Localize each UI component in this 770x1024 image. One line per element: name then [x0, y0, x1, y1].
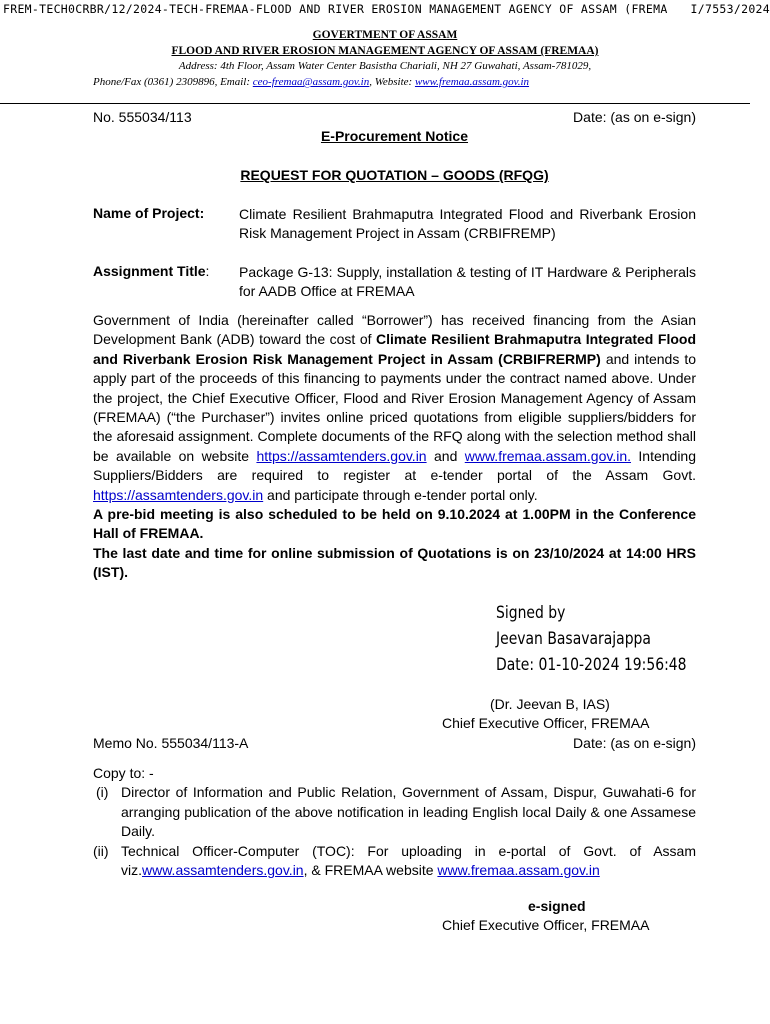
copy-to-item: [93, 842, 696, 881]
assamtenders-link[interactable]: https://assamtenders.gov.in: [256, 447, 427, 464]
fremaa-memo-link[interactable]: www.fremaa.assam.gov.in: [437, 862, 600, 879]
copy-to-list: [93, 783, 696, 880]
assamtenders-link-2[interactable]: https://assamtenders.gov.in: [93, 486, 264, 503]
signer-name: Jeevan Basavarajappa: [496, 629, 651, 649]
project-name-bold: Climate Resilient Brahmaputra Integrated Flood and Riverbank Erosion Risk Management Project in Assam (CRBIFRERMP): [93, 331, 696, 367]
memo-row: [93, 735, 696, 751]
assignment-label-wrap: [93, 263, 239, 301]
notice-number-row: [93, 109, 696, 125]
digital-signature: [496, 600, 687, 678]
body-and: and: [426, 447, 465, 464]
body-text-2: and intends to apply part of the proceeds of this financing to payments under the contract named above. Under the project, the Chief Executive Officer, Flood and River Erosion Management Agency of Assam (FREMAA) (“the Purchaser”) invites online priced quotations from eligible suppliers/bidders for the aforesaid assignment. Complete documents of the RFQ along with the selection method shall be available on website: [93, 350, 696, 464]
submission-deadline: The last date and time for online submission of Quotations is on 23/10/2024 at 14:00 HRS (IST).: [93, 544, 696, 581]
signature-date: Date: 01-10-2024 19:56:48: [496, 655, 687, 675]
fremaa-website-link[interactable]: www.fremaa.assam.gov.in.: [464, 447, 631, 464]
assignment-row: [93, 263, 696, 301]
assignment-colon: :: [205, 263, 210, 279]
copy-item-number: (ii): [93, 842, 109, 859]
document-number: I/7553/2024: [690, 2, 770, 16]
notice-date: Date: (as on e-sign): [573, 109, 696, 125]
prebid-meeting: A pre-bid meeting is also scheduled to be held on 9.10.2024 at 1.00PM in the Conference Hall of FREMAA.: [93, 506, 696, 542]
footer-signatory-title: Chief Executive Officer, FREMAA: [442, 917, 650, 933]
letterhead-address: Address: 4th Floor, Assam Water Center Basistha Chariali, NH 27 Guwahati, Assam-781029,: [178, 60, 592, 72]
website-prefix: , Website:: [369, 76, 415, 88]
assignment-value: Package G-13: Supply, installation & testing of IT Hardware & Peripherals for AADB Office at FREMAA: [239, 264, 696, 299]
copy-item-text-2: , & FREMAA website: [303, 862, 438, 879]
letterhead: [0, 28, 770, 88]
signatory-name: (Dr. Jeevan B, IAS): [490, 696, 610, 712]
project-value: Climate Resilient Brahmaputra Integrated Flood and Riverbank Erosion Risk Management Project in Assam (CRBIFREMP): [239, 206, 696, 241]
copy-item-text: Director of Information and Public Relation, Government of Assam, Dispur, Guwahati-6 for arranging publication of the above notification in leading English local Daily & one Assamese Daily.: [121, 784, 696, 840]
memo-date: Date: (as on e-sign): [573, 735, 696, 751]
letterhead-government: GOVERTMENT OF ASSAM: [312, 29, 458, 41]
rfq-heading: REQUEST FOR QUOTATION – GOODS (RFQG): [240, 167, 549, 183]
notice-number: No. 555034/113: [93, 109, 192, 125]
document-reference-line: [3, 2, 770, 16]
email-link[interactable]: ceo-fremaa@assam.gov.in: [252, 76, 370, 88]
letterhead-contact: [93, 75, 529, 90]
website-link[interactable]: www.fremaa.assam.gov.in: [414, 76, 530, 88]
body-text-1: Government of India (hereinafter called “Borrower”) has received financing from the Asian Development Bank (ADB) toward the cost of: [93, 312, 696, 348]
copy-to-section: [93, 764, 696, 880]
letterhead-agency: FLOOD AND RIVER EROSION MANAGEMENT AGENCY OF ASSAM (FREMAA): [171, 45, 599, 57]
copy-item-text: Technical Officer-Computer (TOC): For uploading in e-portal of Govt. of Assam viz.: [121, 842, 696, 879]
copy-to-label: Copy to: -: [93, 765, 154, 781]
memo-number: Memo No. 555034/113-A: [93, 735, 249, 751]
body-text-4: and participate through e-tender portal only.: [263, 486, 538, 503]
project-row: [93, 205, 696, 243]
notice-heading: E-Procurement Notice: [320, 128, 469, 144]
assamtenders-memo-link[interactable]: www.assamtenders.gov.in: [142, 862, 304, 879]
letterhead-divider: [0, 103, 750, 104]
assignment-label: Assignment Title: [93, 263, 206, 279]
copy-to-item: [93, 783, 696, 841]
notice-body: [93, 311, 696, 583]
project-label: Name of Project:: [93, 205, 205, 221]
signatory-title: Chief Executive Officer, FREMAA: [442, 715, 650, 731]
signed-by: Signed by: [496, 603, 566, 623]
contact-prefix: Phone/Fax (0361) 2309896, Email:: [93, 76, 253, 88]
esigned-label: e-signed: [528, 898, 586, 914]
document-reference: FREM-TECH0CRBR/12/2024-TECH-FREMAA-FLOOD AND RIVER EROSION MANAGEMENT AGENCY OF ASSAM (FREMA: [3, 2, 668, 16]
copy-item-number: (i): [96, 784, 109, 801]
body-text-3: Intending Suppliers/Bidders are required to register at e-tender portal of the Assam Govt.: [93, 447, 696, 484]
